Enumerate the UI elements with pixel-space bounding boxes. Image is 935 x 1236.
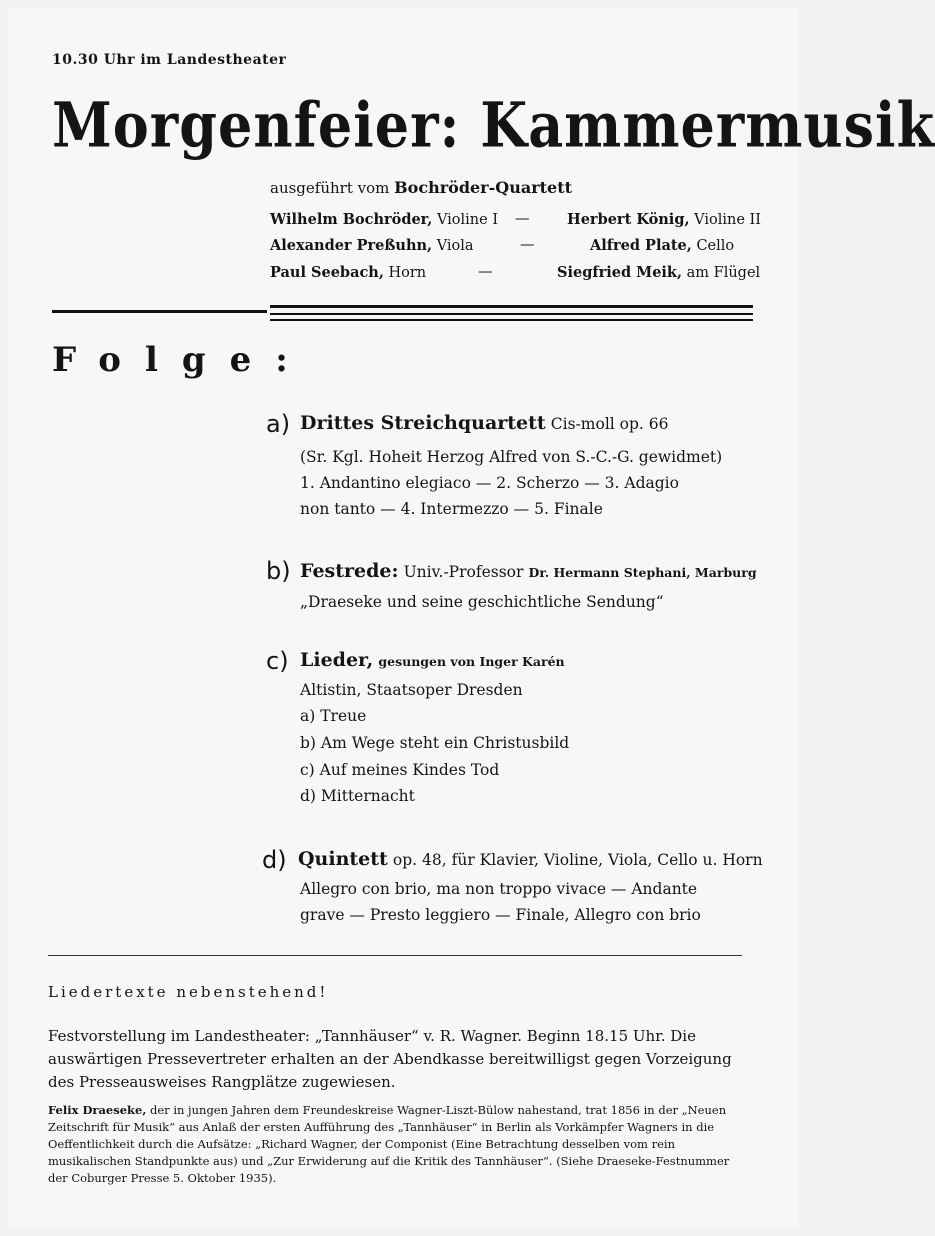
singer-affiliation: Altistin, Staatsoper Dresden	[300, 681, 523, 699]
performer-row	[567, 211, 761, 228]
speech-title: Festrede:	[300, 560, 399, 582]
dash: —	[520, 237, 535, 253]
performer-role: Cello	[696, 238, 735, 254]
program-heading: Folge:	[52, 340, 312, 380]
performers-intro: ausgeführt vom	[270, 179, 390, 197]
festival-line: Festvorstellung im Landestheater: „Tannhäuser“ v. R. Wagner. Beginn 18.15 Uhr. Die	[48, 1027, 696, 1045]
item-letter: d)	[262, 846, 287, 874]
performer-row	[270, 264, 426, 281]
historical-note	[48, 1102, 748, 1187]
program-item-title	[300, 649, 565, 671]
performer-name: Alfred Plate,	[590, 237, 692, 254]
ensemble-name: Bochröder-Quartett	[394, 178, 572, 197]
performer-name: Paul Seebach,	[270, 264, 384, 281]
performer-name: Alexander Preßuhn,	[270, 237, 433, 254]
performer-role: Violine II	[694, 212, 761, 228]
movements-line: grave — Presto leggiero — Finale, Allegro con brio	[300, 906, 701, 924]
song-item: d) Mitternacht	[300, 787, 415, 805]
program-item-title	[300, 560, 757, 582]
performer-row	[270, 237, 474, 254]
performer-row	[270, 211, 498, 228]
item-letter: a)	[266, 410, 291, 438]
divider-rule	[52, 310, 267, 313]
performers-intro-line	[270, 178, 572, 197]
song-item: b) Am Wege steht ein Christusbild	[300, 734, 570, 752]
work-key: Cis-moll op. 66	[550, 415, 669, 433]
divider-rule	[48, 955, 742, 956]
performer-role: Horn	[388, 265, 427, 281]
program-item-title	[300, 412, 669, 434]
song-item: a) Treue	[300, 707, 367, 725]
divider-rule	[270, 305, 753, 308]
lyrics-note: Liedertexte nebenstehend!	[48, 983, 329, 1001]
time-line: 10.30 Uhr im Landestheater	[52, 52, 287, 68]
movements-line: non tanto — 4. Intermezzo — 5. Finale	[300, 500, 603, 518]
note-text: der in jungen Jahren dem Freundeskreise Wagner-Liszt-Bülow nahestand, trat 1856 in der „Neuen Zeitschrift für Musik“ aus Anlaß der ersten Aufführung des „Tannhäuser“ in Berlin als Vorkämpfer Wagners in die Oeffentlichkeit durch die Aufsätze: „Richard Wagner, der Componist (Eine Betrachtung desselben vom rein musikalischen Standpunkte aus) und „Zur Erwiderung auf die Kritik des Tannhäuser“. (Siehe Draeseke-Festnummer der Coburger Presse 5. Oktober 1935).	[48, 1103, 730, 1185]
dash: —	[515, 211, 530, 227]
divider-rule	[270, 319, 753, 321]
instrumentation: op. 48, für Klavier, Violine, Viola, Cello u. Horn	[392, 851, 763, 869]
singer-line: gesungen von Inger Karén	[378, 654, 565, 669]
performer-row	[590, 237, 734, 254]
performer-name: Wilhelm Bochröder,	[270, 211, 433, 228]
item-letter: c)	[266, 647, 289, 675]
work-title: Drittes Streichquartett	[300, 412, 546, 434]
speech-subject: „Draeseke und seine geschichtliche Sendung“	[300, 593, 664, 611]
performer-row	[557, 264, 760, 281]
song-item: c) Auf meines Kindes Tod	[300, 761, 500, 779]
performer-role: Violine I	[436, 212, 499, 228]
note-name: Felix Draeseke,	[48, 1103, 147, 1117]
performer-name: Herbert König,	[567, 211, 690, 228]
divider-rule	[270, 313, 753, 315]
songs-title: Lieder,	[300, 649, 374, 671]
work-title: Quintett	[298, 848, 388, 870]
page-title: Morgenfeier: Kammermusik	[52, 88, 935, 162]
performer-name: Siegfried Meik,	[557, 264, 683, 281]
festival-line: des Presseausweises Rangplätze zugewiesen.	[48, 1073, 396, 1091]
performer-role: Viola	[436, 238, 474, 254]
performer-role: am Flügel	[686, 265, 761, 281]
program-item-title	[298, 848, 763, 870]
item-letter: b)	[266, 557, 291, 585]
dash: —	[478, 264, 493, 280]
dedication: (Sr. Kgl. Hoheit Herzog Alfred von S.-C.-G. gewidmet)	[300, 448, 723, 466]
speaker-title: Univ.-Professor	[403, 563, 524, 581]
movements-line: Allegro con brio, ma non troppo vivace — Andante	[300, 880, 698, 898]
festival-line: auswärtigen Pressevertreter erhalten an der Abendkasse bereitwilligst gegen Vorzeigung	[48, 1050, 732, 1068]
movements-line: 1. Andantino elegiaco — 2. Scherzo — 3. Adagio	[300, 474, 679, 492]
speaker-name: Dr. Hermann Stephani, Marburg	[528, 565, 757, 580]
